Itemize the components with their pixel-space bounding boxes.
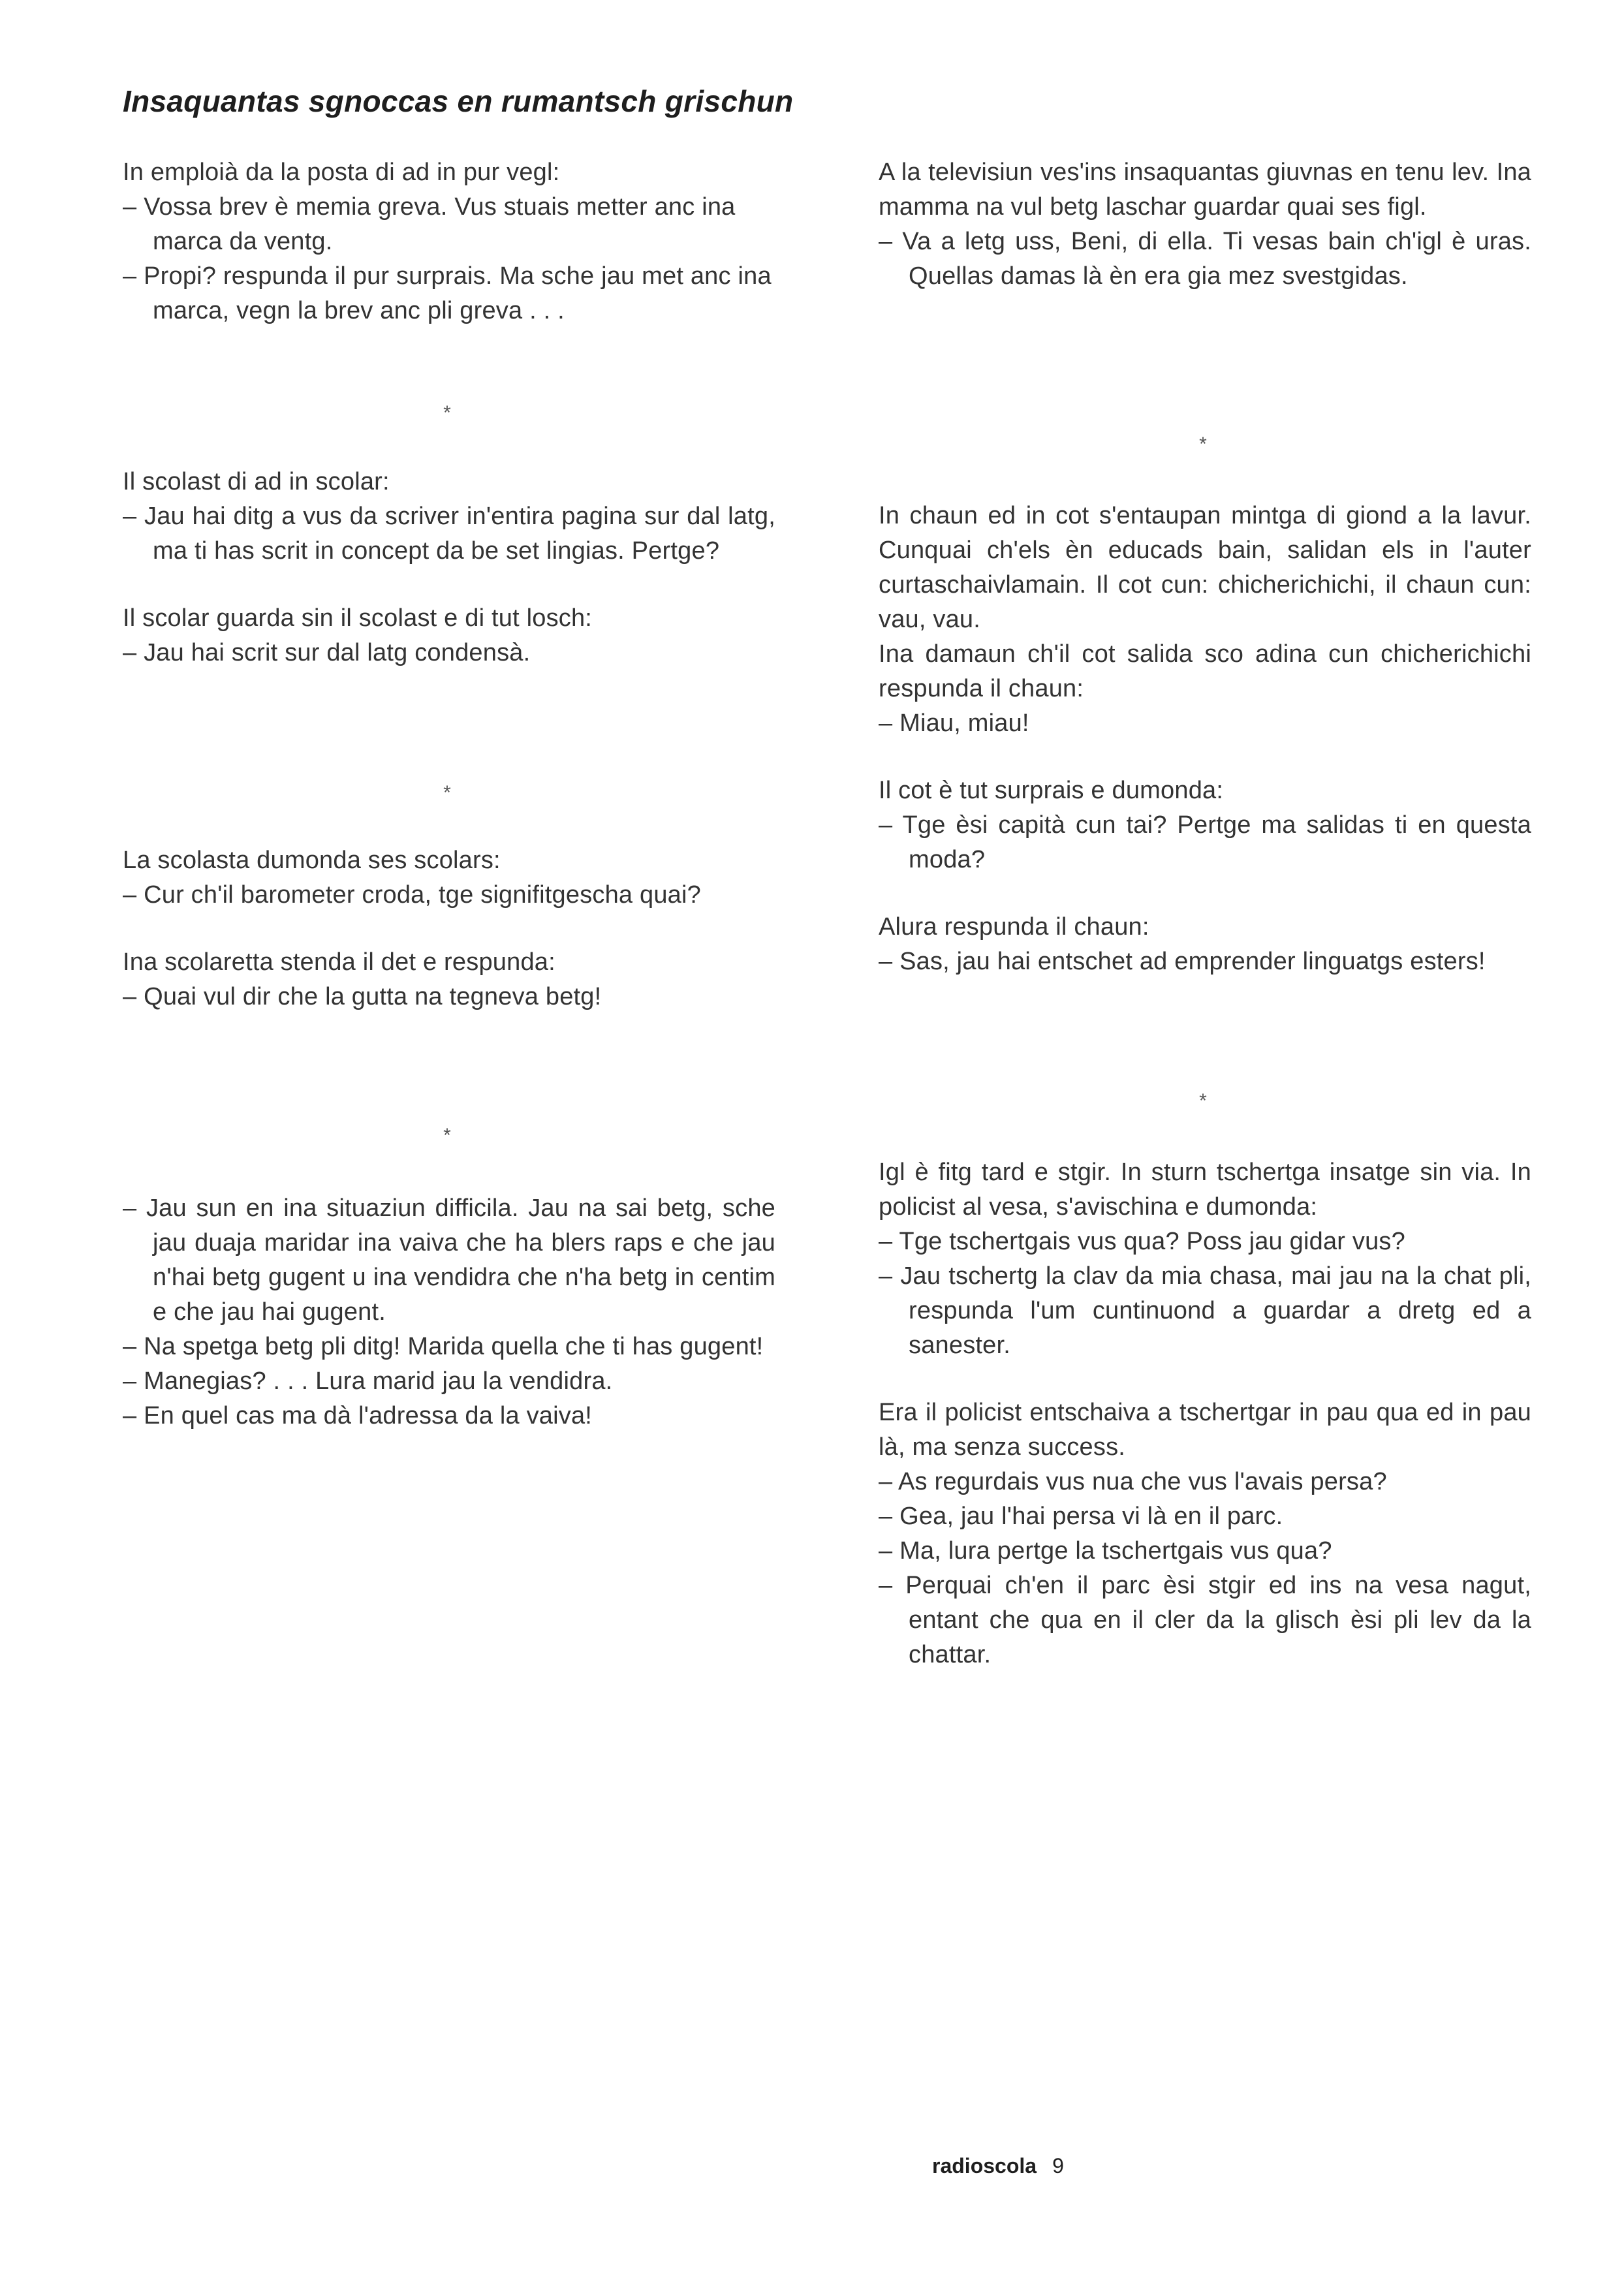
joke-televisiun (879, 155, 1531, 294)
joke-intro: A la televisiun ves'ins insaquantas giuvnas en tenu lev. Ina mamma na vul betg laschar guardar quai ses figl. (879, 159, 1531, 221)
joke-paragraph: Ina damaun ch'il cot salida sco adina cun chicherichichi respunda il chaun: (879, 640, 1531, 702)
joke-intro: Il cot è tut surprais e dumonda: (879, 777, 1224, 804)
joke-dialogue-line: – Cur ch'il barometer croda, tge signifitgescha quai? (123, 881, 701, 909)
joke-intro: Ina scolaretta stenda il det e respunda: (123, 948, 555, 976)
joke-dialogue-line: – Propi? respunda il pur surprais. Ma sche jau met anc ina marca, vegn la brev anc pli greva . . . (123, 262, 772, 324)
joke-post (123, 155, 775, 328)
joke-intro: La scolasta dumonda ses scolars: (123, 847, 501, 874)
joke-clav (879, 1155, 1531, 1672)
joke-intro: In emploià da la posta di ad in pur vegl: (123, 159, 560, 186)
joke-dialogue-line: – Sas, jau hai entschet ad emprender linguatgs esters! (879, 948, 1486, 975)
joke-intro: Igl è fitg tard e stgir. In sturn tschertga insatge sin via. In policist al vesa, s'avischina e dumonda: (879, 1159, 1531, 1221)
page-title: Insaquantas sgnoccas en rumantsch grischun (123, 84, 794, 118)
separator-star: * (1199, 1090, 1207, 1112)
joke-dialogue-line: – Va a letg uss, Beni, di ella. Ti vesas bain ch'igl è uras. Quellas damas là èn era gia mez svestgidas. (879, 228, 1531, 290)
joke-paragraph: In chaun ed in cot s'entaupan mintga di giond a la lavur. Cunquai ch'els èn educads bain, salidan els in l'auter curtaschaivlamain. Il cot cun: chicherichichi, il chaun cun: vau, vau. (879, 502, 1531, 633)
joke-dialogue-line: – Vossa brev è memia greva. Vus stuais metter anc ina marca da ventg. (123, 193, 736, 255)
joke-dialogue-line: – Jau sun en ina situaziun difficila. Jau na sai betg, sche jau duaja maridar ina vaiva che ha blers raps e che jau n'hai betg gugent u ina vendidra che n'ha betg in centim e che jau hai gugent. (123, 1194, 775, 1326)
page-footer (932, 2154, 1064, 2178)
joke-dialogue-line: – Manegias? . . . Lura marid jau la vendidra. (123, 1367, 613, 1395)
joke-dialogue-line: – Quai vul dir che la gutta na tegneva betg! (123, 983, 602, 1010)
joke-dialogue-line: – Jau hai ditg a vus da scriver in'entira pagina sur dal latg, ma ti has scrit in concept da be set lingias. Pertge? (123, 503, 775, 565)
joke-dialogue-line: – Jau hai scrit sur dal latg condensà. (123, 639, 531, 666)
joke-intro: Alura respunda il chaun: (879, 913, 1149, 941)
joke-intro: Il scolar guarda sin il scolast e di tut losch: (123, 604, 593, 632)
joke-dialogue-line: – Perquai ch'en il parc èsi stgir ed ins na vesa nagut, entant che qua en il cler da la glisch èsi pli lev da la chattar. (879, 1572, 1531, 1668)
joke-dialogue-line: – Tge èsi capità cun tai? Pertge ma salidas ti en questa moda? (879, 811, 1531, 873)
joke-dialogue-line: – Jau tschertg la clav da mia chasa, mai jau na la chat pli, respunda l'um cuntinuond a guardar a dretg ed a sanester. (879, 1262, 1531, 1359)
joke-dialogue-line: – Tge tschertgais vus qua? Poss jau gidar vus? (879, 1228, 1405, 1255)
magazine-name: radioscola (932, 2154, 1037, 2178)
joke-intro: Era il policist entschaiva a tschertgar in pau qua ed in pau là, ma senza success. (879, 1399, 1531, 1461)
joke-dialogue-line: – En quel cas ma dà l'adressa da la vaiva! (123, 1402, 593, 1429)
joke-dialogue-line: – Miau, miau! (879, 710, 1029, 737)
joke-chaun (879, 499, 1531, 979)
separator-star: * (1199, 433, 1207, 455)
joke-dialogue-line: – Gea, jau l'hai persa vi là en il parc. (879, 1503, 1283, 1530)
separator-star: * (443, 402, 451, 424)
joke-dialogue-line: – Na spetga betg pli ditg! Marida quella che ti has gugent! (123, 1333, 764, 1360)
joke-dialogue-line: – Ma, lura pertge la tschertgais vus qua? (879, 1537, 1332, 1565)
joke-barometer (123, 843, 775, 1014)
separator-star: * (443, 1125, 451, 1146)
joke-scolast (123, 465, 775, 670)
separator-star: * (443, 782, 451, 804)
joke-dialogue-line: – As regurdais vus nua che vus l'avais persa? (879, 1468, 1387, 1495)
joke-intro: Il scolast di ad in scolar: (123, 468, 390, 495)
joke-maridar (123, 1191, 775, 1433)
page-number: 9 (1052, 2154, 1064, 2178)
